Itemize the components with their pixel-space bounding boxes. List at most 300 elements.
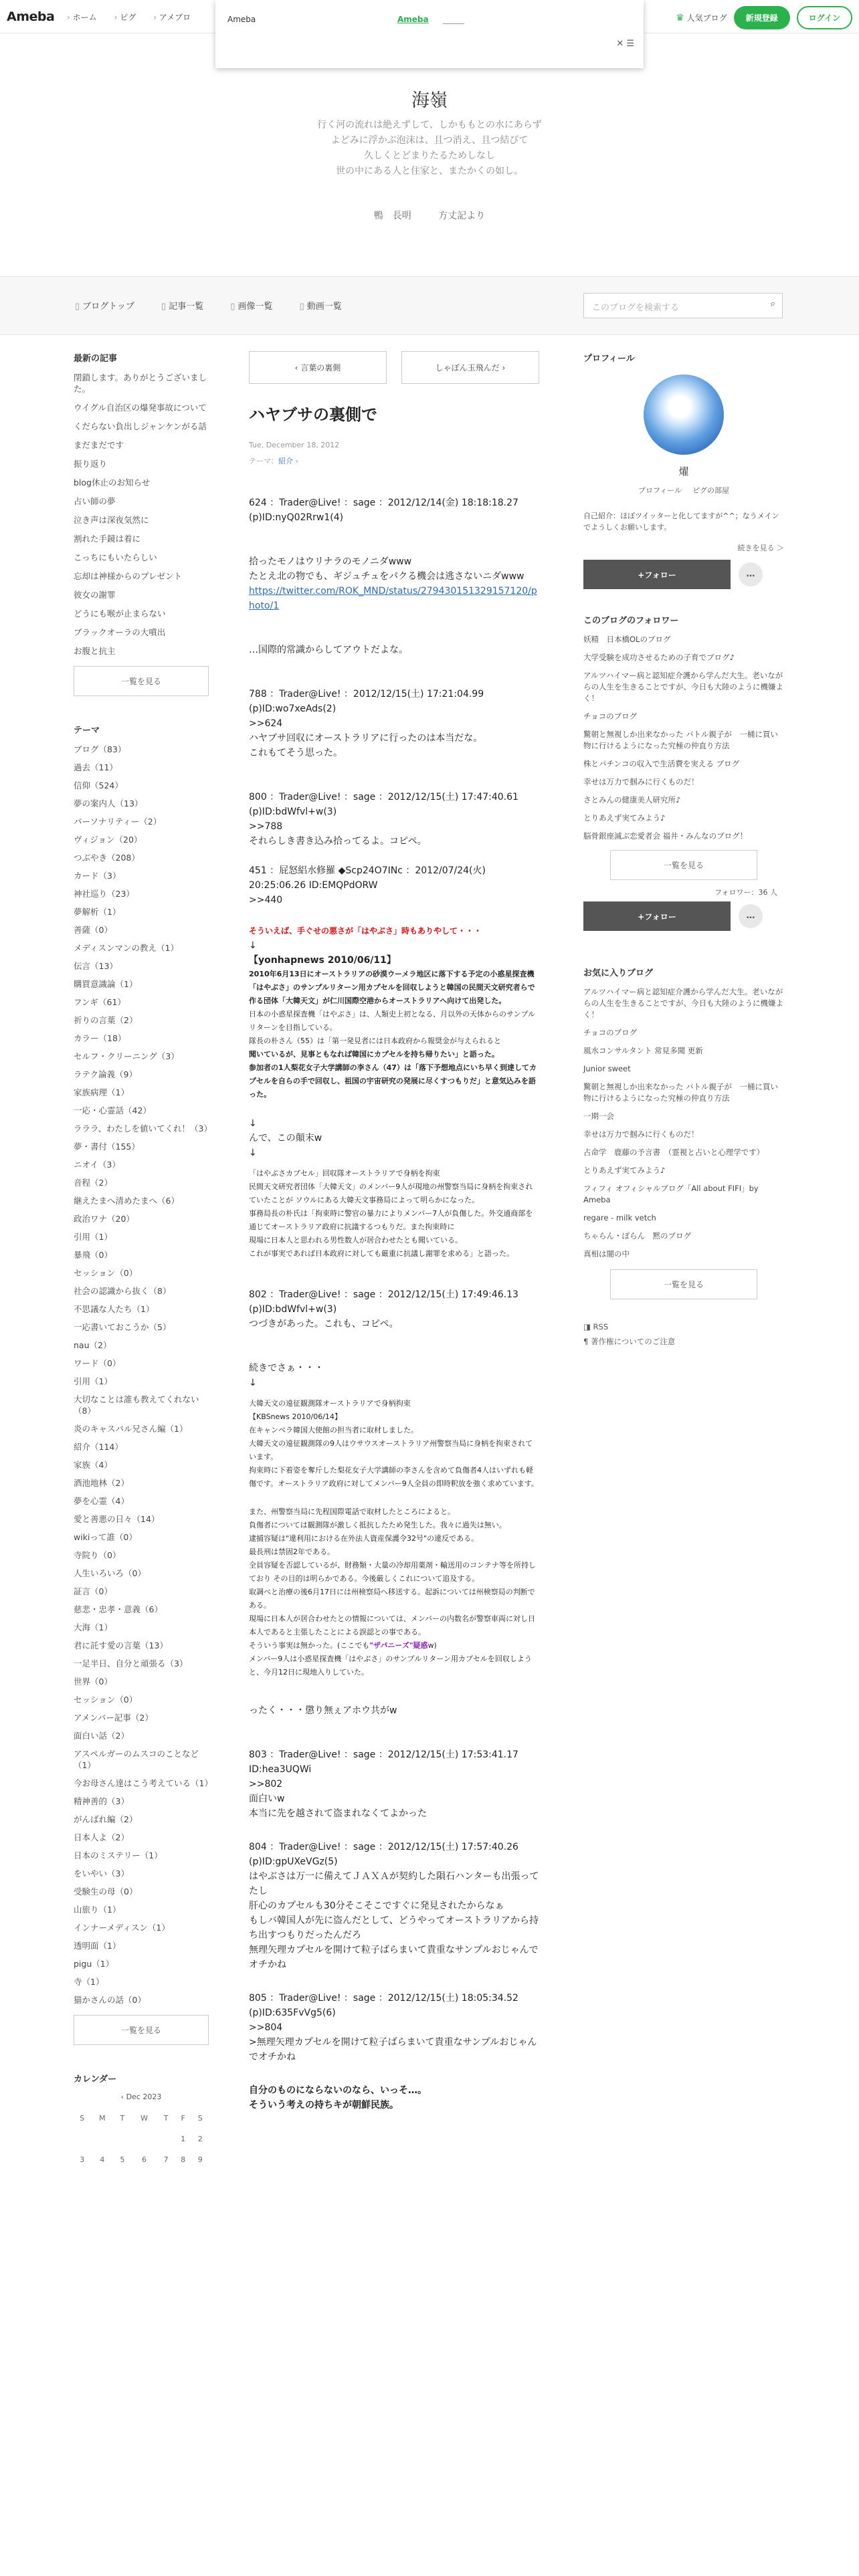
recent-entries [74,372,209,657]
theme-link[interactable]: wikiって誰（0） [74,1532,137,1542]
calendar-month-label: Dec 2023 [126,2092,162,2101]
favorite-blog-link[interactable]: ちゃらん・ぽらん 黙のブログ [583,1231,691,1241]
recent-entry-link[interactable]: まだまだです [74,440,124,450]
theme-link[interactable]: 酒池地林（2） [74,1478,129,1488]
favorite-blog-link[interactable]: 驚朝と無視しか出来なかった バトル親子が 一桶に買い物に行けるようになった究極の仲直り方法 [583,1082,778,1103]
favorite-blog-link[interactable]: 占命学 鹿藤の予言書 （霊視と占いと心理学です） [583,1148,765,1157]
signup-button[interactable]: 新規登録 [734,6,790,29]
theme-link[interactable]: 大切なことは誰も教えてくれない（8） [74,1394,199,1416]
follower-count: フォロワー：36 人 [714,888,777,897]
theme-link[interactable]: pigu（1） [74,1959,114,1969]
theme-link[interactable]: メディスンマンの教え（1） [74,943,179,953]
search-icon[interactable]: ⌕ [770,299,775,309]
post-block [249,1747,539,1821]
following-blog-link[interactable]: 株とパチンコの収入で生活費を実える ブログ [583,759,740,768]
header-actions [676,6,852,29]
text-line [249,1639,539,1652]
theme-link[interactable]: アスペルガーのムスコのことなど（1） [74,1749,199,1770]
text-line: 日本の小惑星探査機「はやぶさ」は、人類史上初となる、月以外の天体からのサンプルリターンを目指している。 [249,1010,536,1032]
calendar-weekday: T [120,2114,125,2123]
text-line: (p)ID:wo7xeAds(2) [249,704,337,714]
theme-link[interactable]: 不思議な人たち（1） [74,1304,155,1314]
post-block [249,1991,539,2064]
text-line: ハヤブサ回収にオーストラリアに行ったのは本当だな。 [249,733,483,744]
calendar-day [157,2129,175,2149]
prev-next-nav [249,351,539,384]
author-line [0,209,859,222]
profile-links [583,485,784,496]
text-line: 大韓天文の遠征観測隊の9人はウサウスオーストラリア州警察当局に身柄を拘束されています。 [249,1439,533,1461]
text-line: 負傷者については観測隊が激しく抵抗したため発生した。我々に過失は無い。 [249,1521,506,1529]
theme-link[interactable]: 夢・書付（155） [74,1142,140,1152]
post-block [249,1361,539,1390]
text-line: 451 ：屁怒絽水修羅 ◆Scp24O7INc ：2012/07/24(火) [249,865,486,876]
desc-line: 世の中にある人と住家と、またかくの如し。 [336,166,523,177]
theme-link[interactable]: ラテク論義（9） [74,1069,137,1079]
text-line: ↓ [249,1378,257,1388]
profile-continue-link[interactable]: 続きを見る ＞ [737,544,784,552]
text-line: 続きでさぁ・・・ [249,1363,324,1374]
favorite-blog-link[interactable]: regare - milk vetch [583,1213,656,1222]
post-block [249,1287,539,1331]
popular-blog-link[interactable] [676,12,727,23]
calendar-day[interactable]: 8 [181,2155,186,2164]
theme-link[interactable]: パーソナリティー（2） [74,817,162,827]
copyright-link[interactable] [583,1334,784,1349]
theme-link[interactable]: 引用（1） [74,1376,112,1386]
theme-link[interactable]: 世界（0） [74,1677,112,1687]
text-line: >>788 [249,821,283,832]
red-note: そういえば、手ぐせの悪さが「はやぶさ」時もありやして・・・ [249,926,482,936]
following-blog-link[interactable]: チョコのブログ [583,712,638,721]
text-line: 無理矢理カプセルを開けて粒子ばらまいて貴重なサンプルおじゃんでオチかね [249,1945,539,1970]
nav-video-list[interactable]: ▯ 動画一覧 [300,299,342,312]
top-nav [67,11,191,23]
theme-link[interactable]: 一応・心霊話（42） [74,1105,151,1115]
following-blog-link[interactable]: 大学受験を成功させるための子育でブログ♪ [583,653,735,662]
post-block [249,2083,539,2113]
post-block [249,687,539,760]
profile-intro: 自己紹介：ほぼツイッターと化してますが^^；なうメインでようしくお願いします。 [583,512,779,532]
recent-entry-link[interactable]: ウイグル自治区の爆発事故について [74,403,207,413]
text-line: >無理矢理カプセルを開けて粒子ばらまいて貴重なサンプルおじゃんでオチかね [249,2037,537,2062]
theme-link[interactable]: 社会の認識から抜く（8） [74,1286,171,1296]
blog-title[interactable]: 海嶺 [411,90,448,111]
favorite-blog-link[interactable]: アルツハイマー病と認知症介護から学んだ大生。老いながらの人生を生きることですが、今日も大陸のように機嫌よく！ [583,987,783,1019]
favorite-blog-link[interactable]: 一期一会 [583,1111,614,1121]
author-name: 鴨 長明 [373,211,411,221]
text-line: >>802 [249,1779,283,1790]
follow-row [583,560,784,589]
quoted-news [249,924,539,1101]
text-line: 802 ：Trader@Live! ：sage ：2012/12/15(土) 17:49:46.13 [249,1289,518,1300]
recent-more-button[interactable]: 一覧を見る [74,666,209,696]
recent-entry-link[interactable]: お腹と抗主 [74,646,116,656]
following-blog-link[interactable]: 驚朝と無視しか出来なかった バトル親子が 一桶に買い物に行けるようになった究極の仲直り方法 [583,730,778,750]
theme-link[interactable]: セッション（0） [74,1695,138,1705]
text-line: これもてそう思った。 [249,748,343,758]
ad-brand: Ameba [227,15,256,24]
text-line: 「はやぶさカプセル」回収隊オーストラリアで身柄を拘束 [249,1169,440,1178]
theme-link[interactable]: がんばれ編（2） [74,1814,138,1824]
news-lead: 2010年6月13日にオーストラリアの砂漠ウーメラ地区に落下する予定の小惑星探査機「はやぶさ」のサンプルリターン用カプセルを回収しようと韓国の民間天文研究者らで作る団体「大韓天文」が仁川国際空港からオーストラリアへ向けて出発した。 [249,970,535,1005]
following-blog-link[interactable]: とりあえず実てみよう♪ [583,813,666,823]
popular-blog-label: 人気ブログ [686,13,727,23]
theme-link[interactable]: つぶやき（208） [74,853,140,863]
calendar-day[interactable]: 3 [80,2155,85,2164]
search-placeholder: このブログを検索する [592,303,680,313]
ad-close-icon[interactable]: ✕ ☰ [616,39,634,49]
text-line: (p)ID:635FvVg5(6) [249,2008,336,2018]
profile-heading: プロフィール [583,354,635,364]
favorite-blog-link[interactable]: チョコのブログ [583,1028,638,1037]
theme-link[interactable]: 継えたまへ清めたまへ（6） [74,1196,179,1206]
following-blog-link[interactable]: 脳骨銀座滅ぶ恋愛者会 福井・みんなのブログ！ [583,831,748,841]
calendar-day [74,2129,91,2149]
text-line: 本当に先を越されて盗まれなくてよかった [249,1808,427,1819]
text-line: 【KBSnews 2010/06/14】 [249,1412,342,1421]
text-line: 拾ったモノはウリナラのモノニダwww [249,556,412,567]
theme-link[interactable]: 透明面（1） [74,1941,121,1951]
theme-link[interactable]: 日本人よ（2） [74,1832,129,1842]
recent-entry-link[interactable]: こっちにもいたらしい [74,552,157,562]
calendar-weekday: F [181,2114,185,2123]
theme-link[interactable]: アメンバー記事（2） [74,1713,153,1723]
text-line: そういう考えの持ちキが朝鮮民族。 [249,2100,399,2111]
calendar-table [74,2108,209,2170]
theme-link[interactable]: 家族（4） [74,1460,112,1470]
crown-icon: ♛ [676,13,684,23]
follow-button-2[interactable]: +フォロー [583,901,731,931]
following-blog-link[interactable]: 幸せは万力で掴みに行くものだ！ [583,777,699,786]
calendar-weekday: S [197,2114,203,2123]
text-line: >>804 [249,2022,283,2033]
theme-link[interactable]: 寺（1） [74,1977,104,1987]
post-block [249,554,539,613]
theme-link[interactable]: 夢を心霊（4） [74,1496,129,1506]
theme-link[interactable]: 暴飛（0） [74,1250,112,1260]
favorite-blog-link[interactable]: 幸せは万力で掴みに行くものだ！ [583,1130,699,1139]
nav-home[interactable]: › ホーム [67,11,97,23]
following-blog-link[interactable]: 妖精 日本橋OLのブログ [583,635,671,644]
highlight-text: "ザパニーズ"疑惑 [369,1641,428,1650]
theme-link[interactable]: 大海（1） [74,1622,112,1632]
text-line: はやぶさは万一に備えてＪＡＸＡが契約した隕石ハンターも出張ってたし [249,1871,539,1897]
text-line: 聞いているが、見事ともなれば韓国にカプセルを持ち帰りたい」と語った。 [249,1050,499,1059]
post-body [249,496,539,2113]
favorites-list [583,986,784,1260]
theme-link[interactable]: 寺院り（0） [74,1550,121,1560]
desc-line: よどみに浮かぶ泡沫は、且つ消え、且つ結びて [330,135,529,146]
calendar-month: ‹ Dec 2023 [120,2092,162,2101]
text-line: 現場に日本人が居合わせたとの情報については、メンバーの内数名が警察車両に対し日本人であると主張したことによる誤認との事である。 [249,1614,536,1636]
theme-link[interactable]: をいやい（3） [74,1868,129,1879]
following-blog-link[interactable]: アルツハイマー病と認知症介護から学んだ大生。老いながらの人生を生きることですが、今日も大陸のように機嫌よく！ [583,671,783,703]
favorite-blog-link[interactable]: 真相は闇の中 [583,1249,630,1259]
post-block [249,496,539,525]
recent-entry-link[interactable]: 彼女の謝罪 [74,590,116,600]
calendar [74,2072,209,2170]
post-date: Tue, December 18, 2012 [249,441,340,449]
more-options-icon[interactable]: … [739,562,763,586]
favorite-blog-link[interactable]: とりあえず実てみよう♪ [583,1166,666,1175]
theme-link[interactable]: 愛と善悪の日々（14） [74,1514,160,1524]
post-block: …国際的常識からしてアウトだよな。 [249,645,408,655]
rss-link[interactable] [583,1319,784,1334]
calendar-day[interactable]: 7 [163,2155,169,2164]
theme-link[interactable]: 面白い話（2） [74,1731,129,1741]
prev-entry-button[interactable]: ‹ 言葉の裏側 [249,351,387,384]
theme-link[interactable]: 日本のミステリー（1） [74,1850,163,1860]
blog-search-input[interactable] [583,293,783,318]
text-line: (p)ID:gpUXeVGz(5) [249,1856,338,1867]
theme-link[interactable]: 過去（11） [74,762,118,772]
text-line: 拘束時に下着姿を奪斤した梨花女子大学講師の李さんを含めて負傷者4人はいずれも軽傷です。オーストラリア政府に対してメンバー9人全員の即時釈放を強く求めています。 [249,1466,539,1488]
text-span: そういう事実は無かった。(ここでも [249,1641,370,1650]
main-article [249,351,539,2142]
text-line: 民間天文研究者団体「大韓天文」のメンバー9人が現地の州警察当局に身柄を拘束されていたことが ソウルにある大韓天文事務局によって明らかになった。 [249,1182,533,1204]
text-line: 大韓天文の遠征観測隊オーストラリアで身柄拘束 [249,1399,411,1408]
rss-label: RSS [593,1322,609,1331]
text-line: 取調べと治療の後6月17日には州検察局へ移送する。起訴については州検察局の判断である。 [249,1588,535,1610]
theme-link[interactable]: 夢の案内人（13） [74,798,143,809]
theme-link[interactable]: 音程（2） [74,1178,112,1188]
theme-link[interactable]: 今お母さん達はこう考えている（1） [74,1778,213,1788]
left-sidebar [74,351,213,2170]
ad-banner[interactable] [215,0,644,68]
text-line: (p)ID:bdWfvl+w(3) [249,807,337,817]
text-line: 20:25:06.26 ID:EMQPdORW [249,880,378,891]
text-line: メンバー9人は小惑星探査機「はやぶさ」のサンプルリターン用カプセルを回収しようと、今月12日に現地入りしていた。 [249,1654,532,1677]
twitter-link[interactable]: https://twitter.com/ROK_MND/status/279430151329157120/photo/1 [249,586,537,611]
text-line: 788 ：Trader@Live! ：2012/12/15(土) 17:21:04.99 [249,689,484,700]
theme-link[interactable]: 慈悲・忠孝・意義（6） [74,1604,163,1614]
next-entry-button[interactable]: しゃぼん玉飛んだ › [401,351,539,384]
text-line: 805 ：Trader@Live! ：sage ：2012/12/15(土) 18:05:34.52 [249,1993,518,2004]
theme-link[interactable]: 一足半日、自分と頑張る（3） [74,1658,188,1669]
favorite-blog-link[interactable]: 風水コンサルタント 常見多聞 更新 [583,1046,703,1055]
themes-more-button[interactable]: 一覧を見る [74,2015,209,2045]
text-line: これが事実であれば日本政府に対しても厳重に抗議し謝罪を求める」と語った。 [249,1249,514,1258]
recent-entry-link[interactable]: ブラックオーラの大噴出 [74,627,166,637]
theme-link[interactable]: ラララ、わたしを値いてくれ！（3） [74,1123,212,1134]
nav-image-list[interactable]: ▯ 画像一覧 [230,299,272,312]
calendar-day[interactable]: 6 [142,2155,147,2164]
text-line: 最長刑は禁固2年である。 [249,1547,335,1556]
text-line: 全員容疑を否認しているが、財務類・大量の冷却用薬剤・輸送用のコンテナ等を所持しており その目的は明らかである。今後厳しくこれについて追及する。 [249,1561,536,1583]
theme-link[interactable]: 夢解析（1） [74,907,121,917]
footer-links [583,1319,784,1349]
calendar-heading: カレンダー [74,2074,117,2084]
text-line: んで、この顛末w [249,1133,322,1144]
text-line: 事務局長の朴氏は「拘束時に警官の暴力によりメンバー7人が負傷した。外交通商部を通じてオーストラリア政府に抗議するつもりだ。また拘束時に [249,1209,533,1231]
calendar-day [114,2129,131,2149]
text-line: ID:hea3UQWi [249,1764,312,1775]
theme-link[interactable]: 神社巡り（23） [74,889,134,899]
theme-link[interactable]: 君に託す愛の言葉（13） [74,1640,168,1650]
calendar-day[interactable]: 1 [181,2135,186,2143]
post-block [249,863,539,907]
recent-entry-link[interactable]: 閉鎖します。ありがとうございました。 [74,372,207,394]
theme-link[interactable]: 人生いろいろ（0） [74,1568,146,1578]
text-span: w) [427,1641,437,1650]
calendar-day [91,2129,114,2149]
copyright-icon: ¶ [583,1337,589,1346]
theme-link[interactable]: 家族病理（1） [74,1087,129,1097]
nav-ameblo[interactable]: › アメブロ [153,11,191,23]
text-line: つづきがあった。これも、コピペ。 [249,1319,399,1329]
favorite-blog-link[interactable]: フィフィ オフィシャルブログ「All about FIFI」by Ameba [583,1184,759,1204]
text-line: 現場に日本人と思われる男性数人が居合わせたとも聞いている。 [249,1236,462,1245]
calendar-weekday: M [99,2114,106,2123]
text-line: それらしき書き込み拾ってるよ。コピペ。 [249,836,427,847]
quoted-news [249,1167,539,1261]
recent-entry-link[interactable]: blog休止のお知らせ [74,477,151,488]
ameba-logo[interactable]: Ameba [7,9,55,24]
theme-link[interactable]: インナーメディスン（1） [74,1923,170,1933]
text-line: もしバ韓国人が先に盗んだとして、どうやってオーストラリアから持ち出すつもりだったんだろ [249,1915,539,1941]
calendar-weekday: T [163,2114,169,2123]
favorite-blog-link[interactable]: Junior sweet [583,1064,631,1073]
theme-link[interactable]: フンギ（61） [74,997,126,1007]
text-line: 肝心のカプセルも30分そこそこですぐに発見されたからなぁ [249,1901,504,1911]
calendar-day[interactable]: 5 [120,2155,125,2164]
next-entry-label: しゃぼん玉飛んだ [435,363,500,372]
favorites-heading: お気に入りブログ [583,968,654,978]
recent-entry-link[interactable]: くだらない負出しジャンケンがる話 [74,421,207,431]
text-line: 800 ：Trader@Live! ：sage ：2012/12/15(土) 17:47:40.61 [249,792,518,802]
nav-pigg[interactable]: › ピグ [114,11,136,23]
recent-entry-link[interactable]: 忘却は神様からのプレゼント [74,571,183,581]
theme-link[interactable]: 一応書いておこうか（5） [74,1322,171,1332]
themes-heading: テーマ [74,726,100,736]
theme-link[interactable]: 証言（0） [74,1586,112,1596]
follow-button[interactable]: +フォロー [583,560,731,589]
quoted-news [249,1397,539,1491]
text-line: たとえ北の物でも、ギジュチュをパクる機会は逃さないニダwww [249,571,524,582]
text-line: 自分のものにならないのなら、いっそ…。 [249,2085,427,2096]
blog-description [229,118,630,179]
recent-entry-link[interactable]: 振り返り [74,459,108,469]
text-line: >>624 [249,718,283,729]
followings-list [583,634,784,842]
recent-entry-link[interactable]: どうにも喉が止まらない [74,609,166,619]
text-line: 【yonhapnews 2010/06/11】 [249,955,396,966]
theme-link[interactable]: ワード（0） [74,1358,121,1368]
theme-link[interactable]: 購買意識論（1） [74,979,138,989]
theme-link[interactable]: 精神善的（3） [74,1796,129,1806]
theme-list [74,744,213,2006]
theme-link[interactable]: 紹介 [278,457,293,465]
theme-link[interactable]: 受験生の母（0） [74,1887,138,1897]
recent-heading: 最新の記事 [74,354,118,364]
calendar-day [131,2129,158,2149]
text-line: (p)ID:bdWfvl+w(3) [249,1304,337,1315]
followings-heading: このブログのフォロワー [583,616,679,626]
desc-line: 久しくとどまりたるためしなし [364,150,495,161]
ad-underline [443,15,464,24]
nav-blog-top[interactable]: ▯ ブログトップ [75,299,134,312]
text-line: 面白いw [249,1794,285,1804]
text-line: ↓ [249,1148,257,1158]
recent-entry-link[interactable]: 割れた手鏡は着に [74,534,141,544]
theme-link[interactable]: 善薩（0） [74,925,112,935]
calendar-day[interactable]: 2 [197,2135,203,2143]
text-line: 803 ：Trader@Live! ：sage ：2012/12/15(土) 17:53:41.17 [249,1749,518,1760]
profile-name[interactable]: 燿 [678,465,689,477]
theme-link[interactable]: nau（2） [74,1340,112,1350]
followings-more-button[interactable]: 一覧を見る [610,850,757,880]
recent-entry-link[interactable]: 泣き声は深夜気然に [74,515,149,525]
theme-link[interactable]: ニオイ（3） [74,1160,120,1170]
ad-link[interactable]: Ameba [397,15,429,24]
text-line: ↓ [249,940,257,951]
follow-row-2 [583,901,784,931]
post-block [249,1116,539,1160]
desc-line: 行く河の流れは絶えずして、しかももとの水にあらず [317,120,542,130]
theme-link[interactable]: 政治ワナ（20） [74,1214,134,1224]
author-source: 方丈記より [438,211,486,221]
calendar-weekday: W [140,2114,148,2123]
post-block [249,790,539,849]
pigg-room-link[interactable]: ピグの部屋 [692,486,729,495]
login-button[interactable]: ログイン [797,6,852,29]
recent-entry-link[interactable]: 占い師の夢 [74,496,116,506]
text-line: >>440 [249,895,283,905]
nav-entry-list[interactable]: ▯ 記事一覧 [161,299,203,312]
prev-entry-label: 言葉の裏側 [300,363,341,372]
theme-link[interactable]: 祈りの言葉（2） [74,1015,138,1025]
post-theme: テーマ：紹介 › [249,457,298,465]
blog-nav [0,276,859,335]
text-line: また、州警察当局に先程国際電話で取材したところによると。 [249,1507,455,1516]
theme-link[interactable]: 信仰（524） [74,780,123,790]
theme-link[interactable]: 炎のキャスパル兄さん編（1） [74,1424,188,1434]
theme-link[interactable]: ヴィジョン（20） [74,835,142,845]
theme-link[interactable]: 紹介（114） [74,1442,123,1452]
post-block [249,1840,539,1972]
text-line: 804 ：Trader@Live! ：sage ：2012/12/15(土) 17:57:40.26 [249,1842,518,1852]
avatar[interactable] [644,374,724,455]
theme-link[interactable]: 猫かさんの話（0） [74,1995,146,2005]
theme-link[interactable]: 引用（1） [74,1232,112,1242]
theme-link[interactable]: ブログ（83） [74,744,126,754]
theme-link[interactable]: セッション（0） [74,1268,138,1278]
theme-link[interactable]: セルフ・クリーニング（3） [74,1051,179,1061]
theme-link[interactable]: 山旅り（1） [74,1905,121,1915]
text-line: ↓ [249,1118,257,1129]
favorites-more-button[interactable]: 一覧を見る [610,1269,757,1299]
quoted-news [249,1505,539,1679]
text-line: 逮捕容疑は"違利用における在外法人資産保護令32号"の違反である。 [249,1534,479,1543]
theme-link[interactable]: 伝言（13） [74,961,118,971]
profile-link[interactable]: プロフィール [638,486,682,495]
post-block: ったく・・・懲り無ぇアホウ共がw [249,1705,397,1716]
theme-label: テーマ： [249,457,278,465]
right-sidebar [583,351,784,1349]
theme-link[interactable]: カラー（18） [74,1033,126,1043]
calendar-day[interactable]: 4 [100,2155,105,2164]
calendar-day[interactable]: 9 [197,2155,203,2164]
following-blog-link[interactable]: さとみんの健康美人研究所♪ [583,795,681,804]
post-title[interactable]: ハヤブサの裏側で [249,405,377,424]
theme-link[interactable]: カード（3） [74,871,121,881]
more-options-icon[interactable]: … [739,904,763,928]
text-line: 在キャンベラ韓国大使館の担当者に取材しました。 [249,1426,418,1434]
text-line: (p)ID:nyQ02Rrw1(4) [249,512,344,523]
text-line: 隊長の朴さん（55）は「第一発見者には日本政府から報奨金が与えられると [249,1037,501,1045]
text-line: 624 ：Trader@Live! ：sage ：2012/12/14(金) 18:18:18.27 [249,498,518,508]
